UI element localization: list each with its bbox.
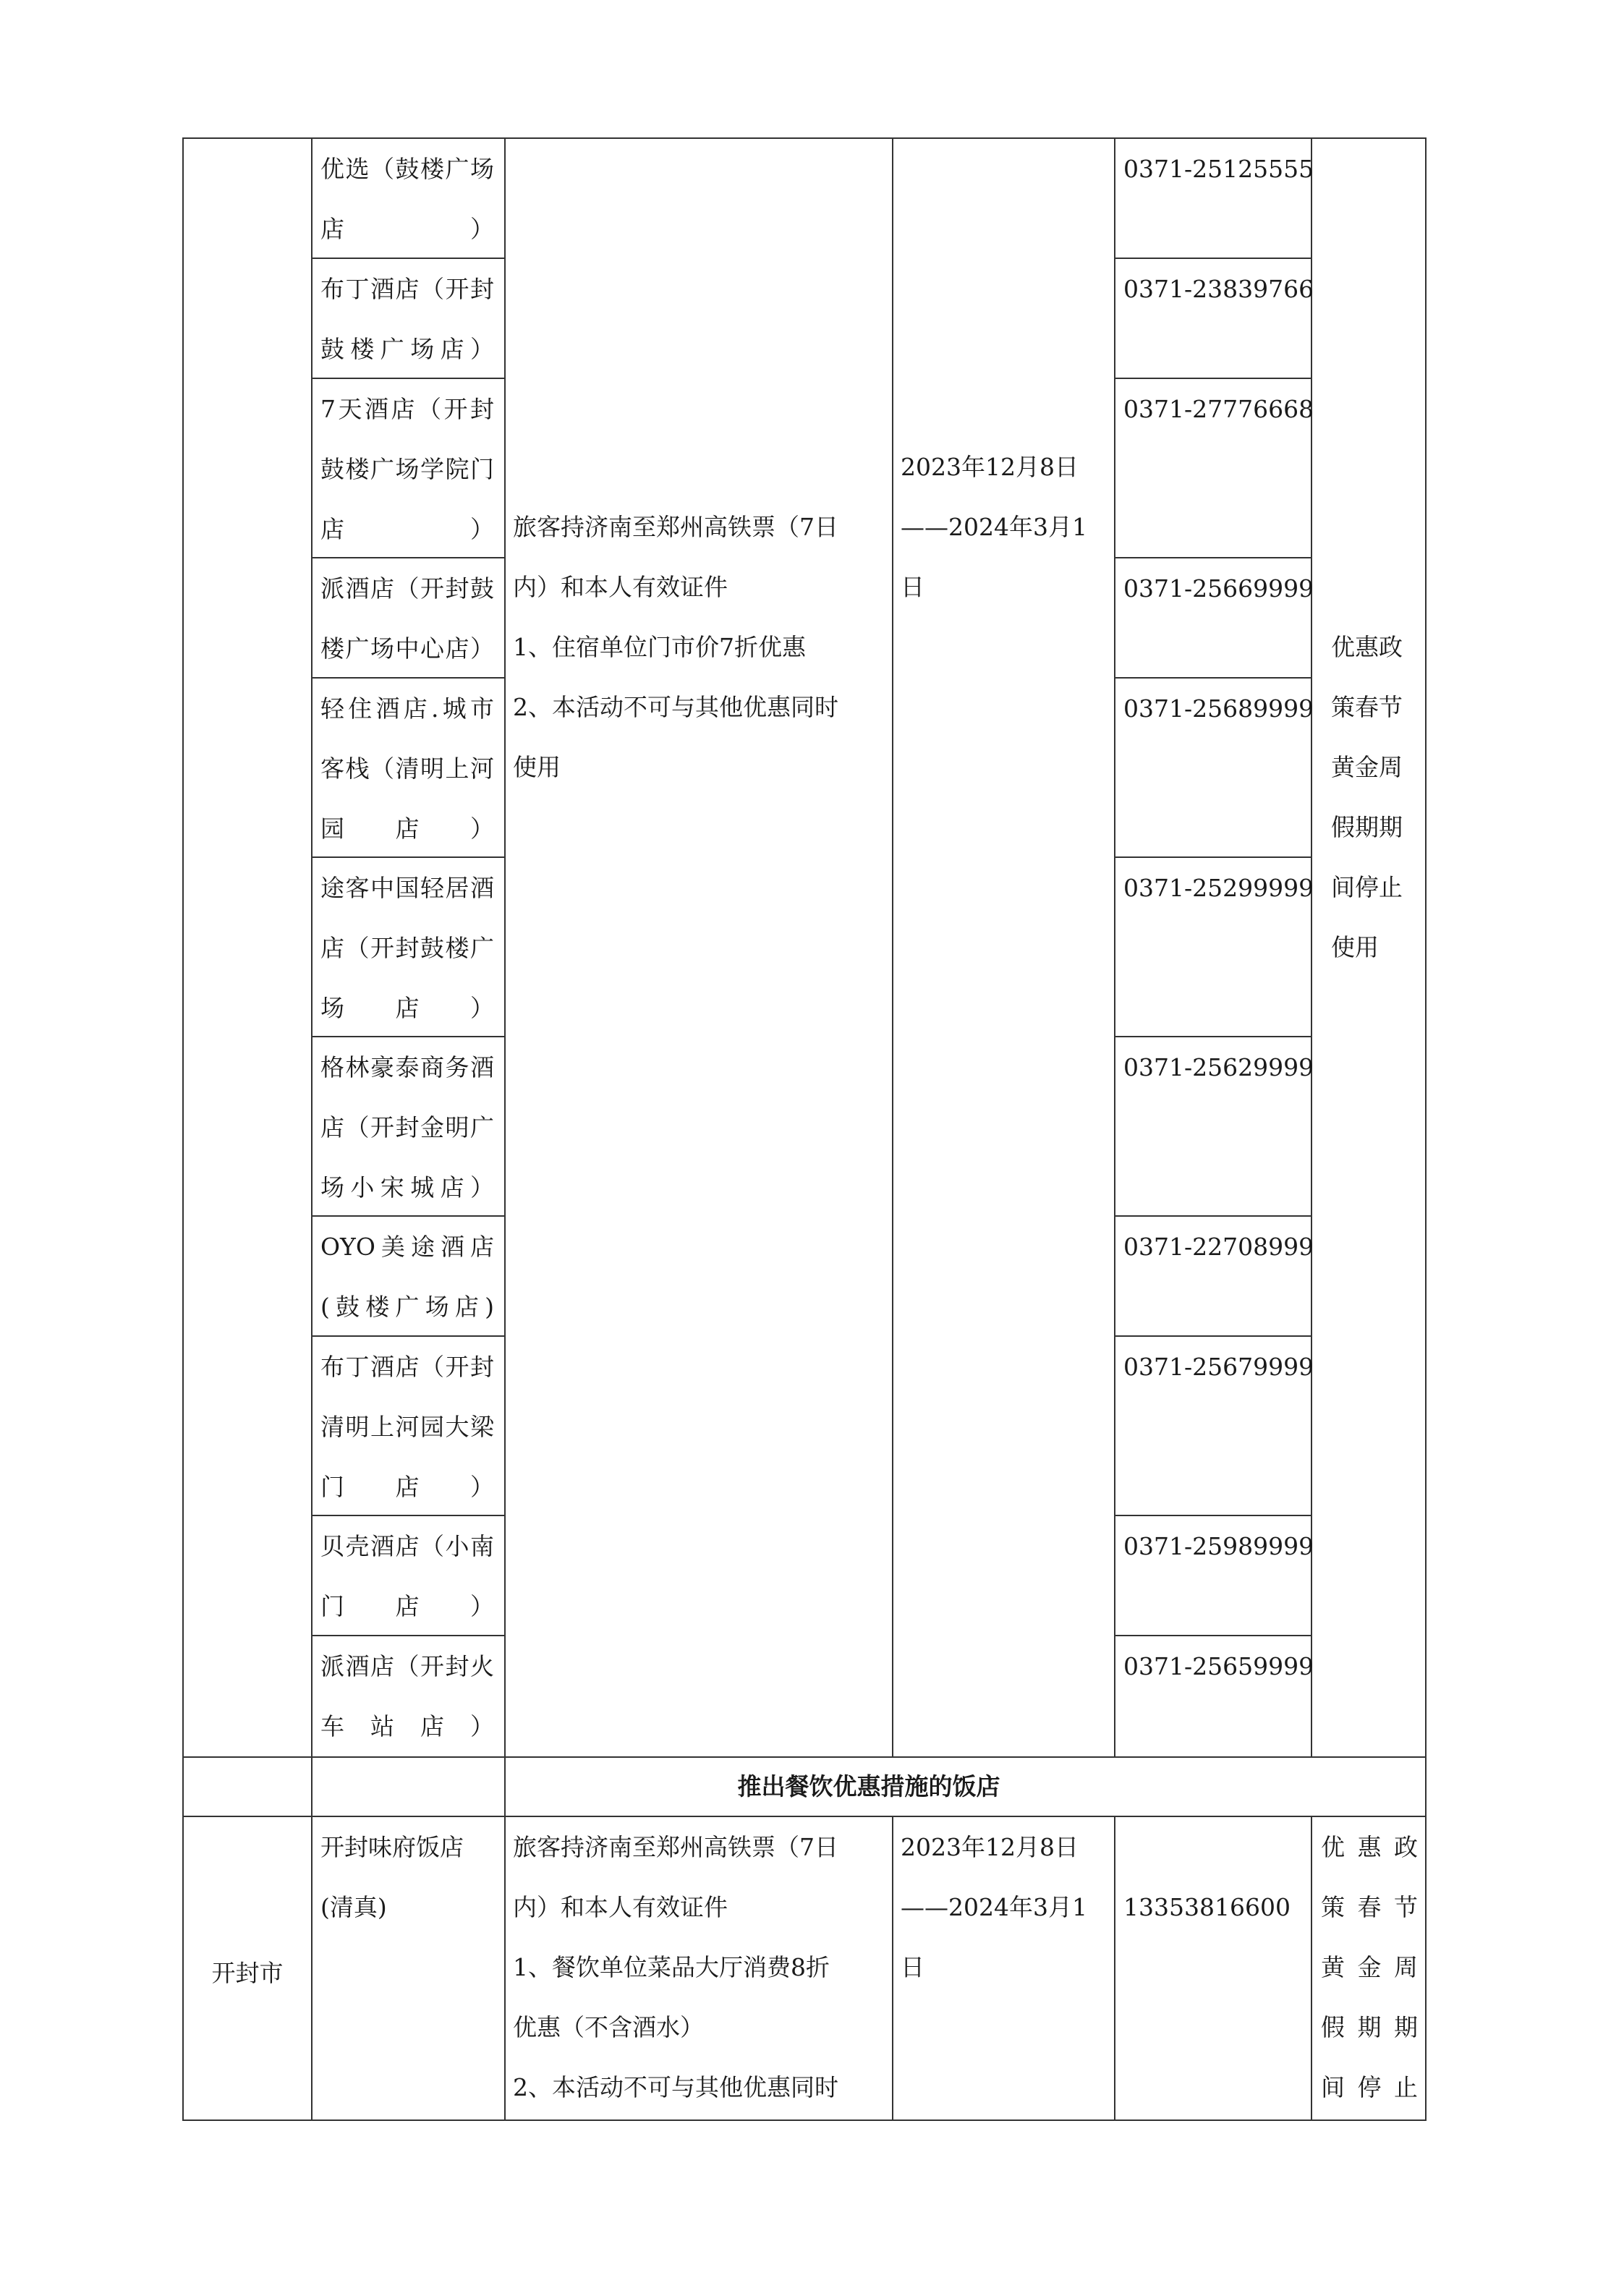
- hotel-name: 贝壳酒店（小南门店）: [320, 1532, 494, 1620]
- restaurant-note-line: 假期期: [1321, 2013, 1418, 2041]
- hotel-offer-line: 使用: [513, 753, 561, 781]
- restaurant-period-line: 2023年12月8日: [901, 1833, 1079, 1861]
- hotel-phone: 0371-25689999: [1123, 694, 1314, 723]
- hotel-name: 布丁酒店（开封清明上河园大梁门店）: [320, 1353, 494, 1501]
- restaurant-offer-line: 2、本活动不可与其他优惠同时: [513, 2073, 838, 2101]
- restaurant-name-suffix: (清真): [320, 1893, 387, 1921]
- col-line-6: [1425, 137, 1427, 2119]
- hotel-offer-line: 内）和本人有效证件: [513, 573, 728, 601]
- restaurant-phone: 13353816600: [1123, 1893, 1291, 1921]
- hotel-phone: 0371-25629999: [1123, 1053, 1314, 1081]
- restaurant-note-line: 黄金周: [1321, 1953, 1418, 1981]
- hotel-period-line: 2023年12月8日: [901, 453, 1079, 481]
- hotel-phone: 0371-25659999: [1123, 1652, 1314, 1680]
- hotel-note-line: 间停止: [1331, 873, 1403, 901]
- hotel-offer-line: 2、本活动不可与其他优惠同时: [513, 693, 838, 721]
- restaurant-offer-line: 1、餐饮单位菜品大厅消费8折: [513, 1953, 830, 1981]
- hotel-name: 途客中国轻居酒店（开封鼓楼广场店）: [320, 874, 494, 1022]
- restaurant-name: 开封味府饭店: [320, 1833, 464, 1861]
- hotel-note-line: 优惠政: [1331, 633, 1403, 661]
- hotel-phone: 0371-25299999: [1123, 874, 1314, 902]
- hotel-phone: 0371-23839766: [1123, 275, 1314, 303]
- section-title: 推出餐饮优惠措施的饭店: [737, 1772, 1000, 1800]
- hotel-offer-line: 旅客持济南至郑州高铁票（7日: [513, 513, 838, 541]
- hotel-period-line: ——2024年3月1: [901, 513, 1087, 541]
- hotel-phone: 0371-25125555: [1123, 155, 1314, 183]
- hotel-phone: 0371-25669999: [1123, 574, 1314, 603]
- hotel-phone: 0371-25989999: [1123, 1532, 1314, 1560]
- restaurant-col-4: [1114, 1816, 1115, 2119]
- col-line-4: [1114, 137, 1115, 1756]
- hotel-name: 优选（鼓楼广场店）: [320, 155, 494, 243]
- hotel-name: 派酒店（开封鼓楼广场中心店）: [320, 574, 494, 663]
- restaurant-period-line: ——2024年3月1: [901, 1893, 1087, 1921]
- hotel-phone: 0371-25679999: [1123, 1353, 1314, 1381]
- restaurant-note-line: 优惠政: [1321, 1833, 1418, 1861]
- restaurant-note-line: 策春节: [1321, 1893, 1418, 1921]
- hotel-name: 格林豪泰商务酒店（开封金明广场小宋城店）: [320, 1053, 494, 1202]
- hotel-offer-line: 1、住宿单位门市价7折优惠: [513, 633, 806, 661]
- restaurant-note-line: 间停止: [1321, 2073, 1418, 2101]
- hotel-name: 7天酒店（开封鼓楼广场学院门店）: [320, 395, 494, 543]
- hotel-note-line: 策春节: [1331, 693, 1403, 721]
- col-line-2: [504, 137, 506, 2119]
- hotel-phone: 0371-22708999: [1123, 1233, 1314, 1261]
- hotel-name: OYO美途酒店(鼓楼广场店): [320, 1233, 494, 1321]
- city-label: 开封市: [211, 1959, 284, 1987]
- hotel-note-line: 假期期: [1331, 813, 1403, 841]
- col-line-0: [182, 137, 184, 2119]
- hotel-name: 派酒店（开封火车站店）: [320, 1652, 494, 1740]
- restaurant-offer-line: 优惠（不含酒水）: [513, 2013, 704, 2041]
- hotel-note-line: 使用: [1331, 933, 1379, 961]
- restaurant-period-line: 日: [901, 1953, 924, 1981]
- col-line-1: [311, 137, 313, 2119]
- restaurant-col-5: [1311, 1816, 1312, 2119]
- hotel-period-line: 日: [901, 573, 924, 601]
- hotel-note-line: 黄金周: [1331, 753, 1403, 781]
- col-line-3: [892, 137, 893, 1756]
- restaurant-col-3: [892, 1816, 893, 2119]
- table-bottom-border: [182, 2119, 1427, 2121]
- hotel-name: 布丁酒店（开封鼓楼广场店）: [320, 275, 494, 363]
- hotel-phone: 0371-27776668: [1123, 395, 1314, 423]
- restaurant-offer-line: 内）和本人有效证件: [513, 1893, 728, 1921]
- hotel-name: 轻住酒店.城市客栈（清明上河园店）: [320, 694, 494, 843]
- restaurant-offer-line: 旅客持济南至郑州高铁票（7日: [513, 1833, 838, 1861]
